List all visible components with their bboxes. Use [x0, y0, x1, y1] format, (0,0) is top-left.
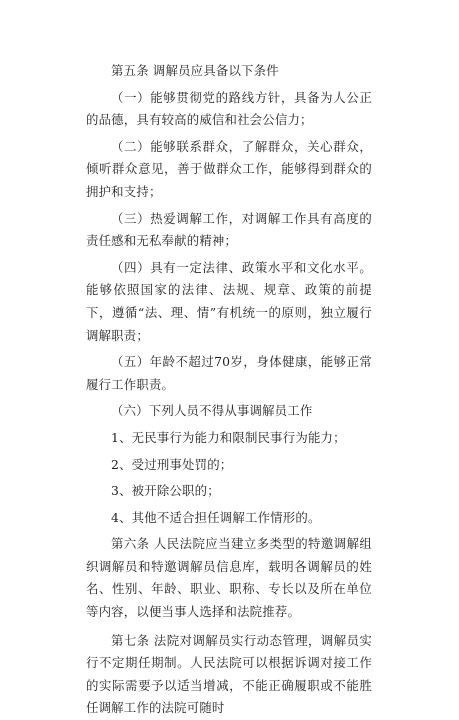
- article-5-item-2: （二）能够联系群众，了解群众，关心群众，倾听群众意见，善于做群众工作，能够得到群众的拥护和支持；: [86, 138, 372, 199]
- document-body: [86, 60, 372, 720]
- article-7: 第七条 法院对调解员实行动态管理，调解员实行不定期任期制。人民法院可以根据诉调对接工作的实际需要予以适当增减，不能正确履职或不能胜任调解工作的法院可随时: [86, 632, 372, 716]
- article-5-item-1: （一）能够贯彻党的路线方针，具备为人公正的品德，具有较高的威信和社会公信力；: [86, 89, 372, 128]
- article-5-item-6: （六）下列人员不得从事调解员工作: [111, 403, 313, 419]
- disqualification-2: 2、受过刑事处罚的；: [111, 456, 233, 472]
- article-5-heading: 第五条 调解员应具备以下条件: [111, 63, 279, 78]
- disqualification-1: 1、无民事行为能力和限制民事行为能力；: [111, 429, 346, 445]
- article-5-item-3: （三）热爱调解工作，对调解工作具有高度的责任感和无私奉献的精神；: [86, 210, 372, 249]
- article-5-item-5: （五）年龄不超过70岁，身体健康，能够正常履行工作职责。: [86, 354, 372, 392]
- article-5-item-4: （四）具有一定法律、政策水平和文化水平。能够依照国家的法律、法规、规章、政策的前提下，遵循“法、理、情”有机统一的原则，独立履行调解职责；: [86, 259, 372, 343]
- article-6: 第六条 人民法院应当建立多类型的特邀调解组织调解员和特邀调解员信息库，载明各调解员的姓名、性别、年龄、职业、职称、专长以及所在单位等内容，以便当事人选择和法院推荐。: [86, 536, 372, 620]
- disqualification-4: 4、其他不适合担任调解工作情形的。: [111, 509, 321, 525]
- disqualification-3: 3、被开除公职的；: [111, 483, 220, 499]
